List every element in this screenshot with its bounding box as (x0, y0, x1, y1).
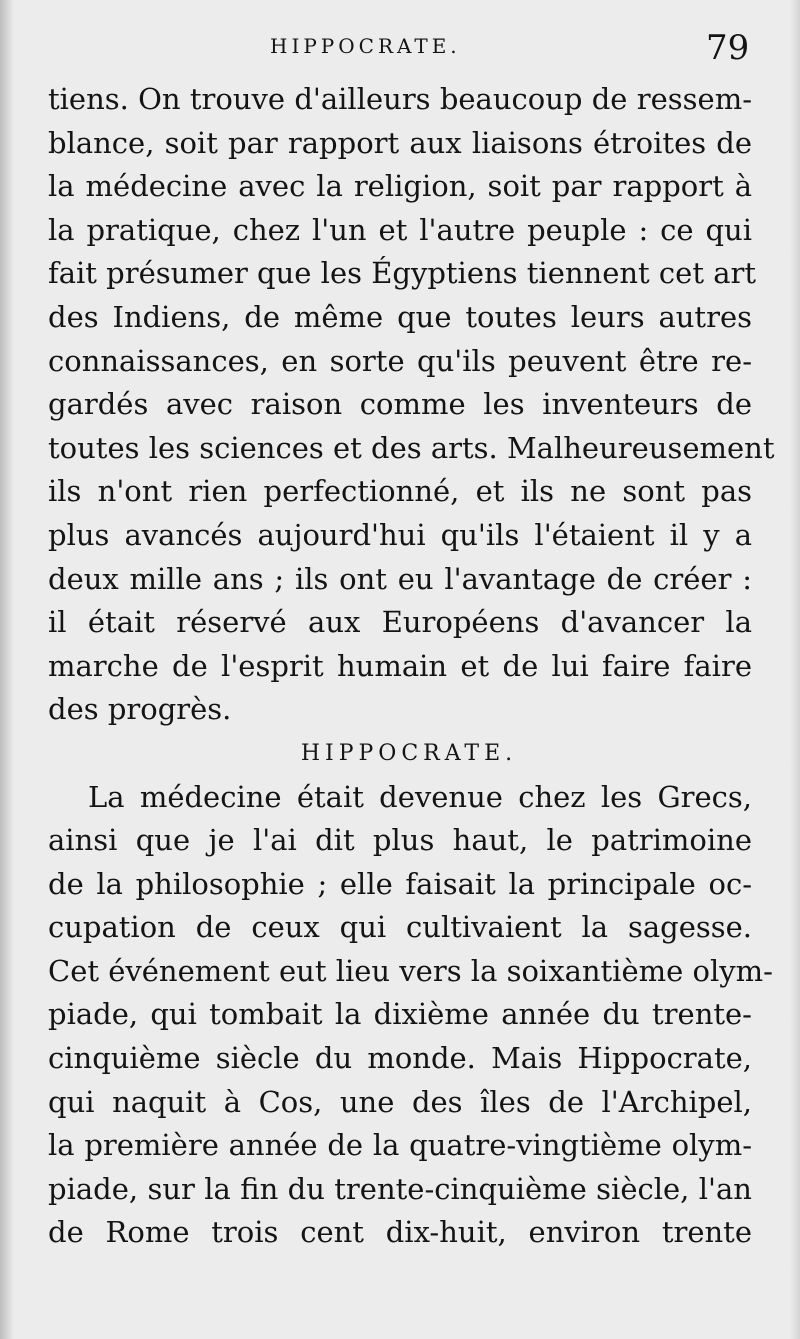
text-line: la pratique, chez l'un et l'autre peuple : ce qui (48, 212, 752, 247)
paragraph-hippocrate (48, 776, 773, 1256)
text-line: cupation de ceux qui cultivaient la sagesse. (48, 910, 752, 945)
text-line: la première année de la quatre-vingtième olym- (48, 1128, 752, 1163)
page-number: 79 (706, 28, 750, 68)
paragraph-continued (48, 78, 775, 732)
text-line: Cet événement eut lieu vers la soixantième olym- (48, 953, 773, 988)
text-line: toutes les sciences et des arts. Malheureusement (48, 430, 775, 465)
text-line: tiens. On trouve d'ailleurs beaucoup de ressem- (48, 82, 752, 116)
text-line: ainsi que je l'ai dit plus haut, le patrimoine (48, 823, 752, 858)
text-line: de Rome trois cent dix-huit, environ trente (48, 1215, 752, 1250)
text-line: il était réservé aux Européens d'avancer la (48, 605, 752, 640)
text-line: La médecine était devenue chez les Grecs, (88, 779, 752, 814)
text-line: de la philosophie ; elle faisait la principale oc- (48, 866, 752, 901)
running-head: HIPPOCRATE. (270, 34, 461, 58)
text-line: blance, soit par rapport aux liaisons étroites de (48, 125, 752, 160)
text-line: des Indiens, de même que toutes leurs autres (48, 299, 752, 334)
text-line: piade, qui tombait la dixième année du trente- (48, 997, 752, 1032)
text-line: fait présumer que les Égyptiens tiennent cet art (48, 256, 757, 291)
body-text (48, 78, 775, 1255)
text-line: deux mille ans ; ils ont eu l'avantage de créer : (48, 561, 752, 596)
text-line: connaissances, en sorte qu'ils peuvent être re- (48, 343, 752, 378)
text-line: plus avancés aujourd'hui qu'ils l'étaient il y a (48, 517, 752, 552)
text-line: marche de l'esprit humain et de lui faire faire (48, 648, 752, 683)
text-line: des progrès. (48, 692, 232, 727)
text-line: qui naquit à Cos, une des îles de l'Archipel, (48, 1084, 752, 1119)
text-line: ils n'ont rien perfectionné, et ils ne sont pas (48, 474, 752, 509)
text-line: gardés avec raison comme les inventeurs de (48, 387, 752, 422)
text-line: la médecine avec la religion, soit par rapport à (48, 169, 752, 204)
section-heading: HIPPOCRATE. (300, 740, 518, 766)
text-line: piade, sur la fin du trente-cinquième siècle, l'an (48, 1171, 752, 1206)
text-line: cinquième siècle du monde. Mais Hippocrate, (48, 1041, 752, 1076)
